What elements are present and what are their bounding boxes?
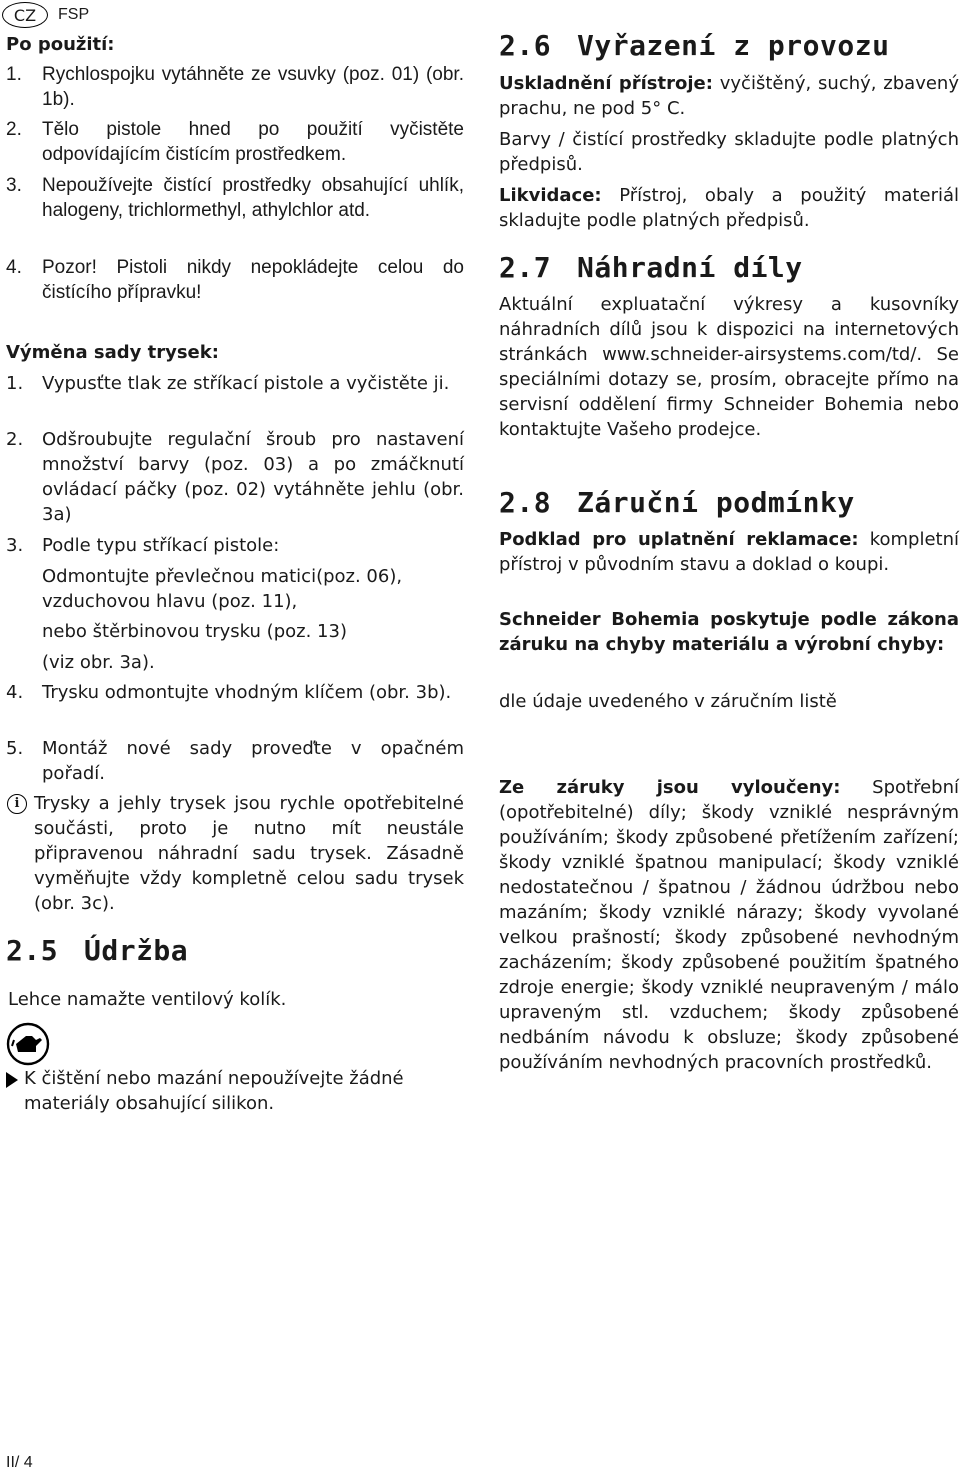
info-icon: i xyxy=(7,794,27,814)
spare-parts-paragraph: Aktuální expluatační výkresy a kusovníky náhradních dílů jsou k dispozici na internetových stránkách www.schneider-airsystems.com/td/. Se speciálními dotazy se, prosím, obracejte přímo na servisní oddělení firmy Schneider Bohemia nebo kontaktujte Vašeho prodejce. xyxy=(499,294,959,440)
list-item: 4. Pozor! Pistoli nikdy nepokládejte celou do čistícího přípravku! xyxy=(6,257,464,303)
list-item: 1. Rychlospojku vytáhněte ze vsuvky (poz. 01) (obr. 1b). xyxy=(6,64,464,110)
after-use-heading: Po použití: xyxy=(6,34,115,55)
list-item: 2. Odšroubujte regulační šroub pro nastavení množství barvy (poz. 03) a po zmáčknutí ovládací páčky (poz. 02) vytáhněte jehlu (obr. 3a) xyxy=(6,429,464,525)
section-heading-2-6: 2.6 Vyřazení z provozu xyxy=(499,29,890,62)
warranty-period: dle údaje uvedeného v záručním listě xyxy=(499,691,837,712)
sub-instruction: (viz obr. 3a). xyxy=(42,652,155,673)
disposal-paragraph: Likvidace: Přístroj, obaly a použitý materiál skladujte podle platných předpisů. xyxy=(499,185,959,231)
storage-paragraph: Uskladnění přístroje: vyčištěný, suchý, zbavený prachu, ne pod 5° C. xyxy=(499,73,959,119)
exclusions-paragraph: Ze záruky jsou vyloučeny: Spotřební (opotřebitelné) díly; škody vzniklé nesprávným používáním; škody způsobené přetížením zařízení; škody vzniklé špatnou manipulací; škody vzniklé nedostatečnou / špatnou / žádnou údržbou nebo mazáním; škody vzniklé nárazy; škody vyvolané velkou prašností; škody způsobené nevhodným zacházením; škody způsobené použitím špatného zdroje energie; škody vzniklé neupraveným / málo upraveným stl. vzduchem; škody způsobené nedbáním návodu k obsluze; škody způsobené používáním nevhodných pracovních prostředků. xyxy=(499,777,959,1073)
section-heading-2-5: 2.5 Údržba xyxy=(6,934,189,967)
product-code: FSP xyxy=(58,6,90,23)
list-item: 1. Vypusťte tlak ze stříkací pistole a vyčistěte ji. xyxy=(6,373,450,394)
warranty-statement: Schneider Bohemia poskytuje podle zákona záruku na chyby materiálu a výrobní chyby: xyxy=(499,609,959,655)
nozzle-change-heading: Výměna sady trysek: xyxy=(6,342,219,363)
list-item: 3. Podle typu stříkací pistole: xyxy=(6,535,280,556)
info-note: Trysky a jehly trysek jsou rychle opotřebitelné součásti, proto je nutno mít neustále připravenou náhradní sadu trysek. Zásadně vyměňujte vždy kompletně celou sadu trysek (obr. 3c). xyxy=(34,793,464,914)
sub-instruction: nebo štěrbinovou trysku (poz. 13) xyxy=(42,621,347,642)
silicone-warning: K čištění nebo mazání nepoužívejte žádné materiály obsahující silikon. xyxy=(24,1068,404,1114)
sub-instruction: Odmontujte převlečnou matici(poz. 06), xyxy=(42,566,403,587)
page-header xyxy=(2,2,89,28)
list-item: 2. Tělo pistole hned po použití vyčistěte odpovídajícím čistícím prostředkem. xyxy=(6,119,464,165)
warning-arrow-icon xyxy=(6,1072,18,1088)
sub-instruction: vzduchovou hlavu (poz. 11), xyxy=(42,591,298,612)
maintenance-text: Lehce namažte ventilový kolík. xyxy=(8,989,287,1010)
section-heading-2-8: 2.8 Záruční podmínky xyxy=(499,486,855,519)
paints-paragraph: Barvy / čistící prostředky skladujte podle platných předpisů. xyxy=(499,129,959,175)
list-item: 4. Trysku odmontujte vhodným klíčem (obr. 3b). xyxy=(6,682,452,703)
oil-can-icon xyxy=(6,1022,50,1066)
language-badge: CZ xyxy=(2,2,48,28)
section-heading-2-7: 2.7 Náhradní díly xyxy=(499,251,803,284)
list-item: 5. Montáž nové sady proveďte v opačném pořadí. xyxy=(6,738,464,784)
page-number: II/ 4 xyxy=(6,1454,33,1471)
list-item: 3. Nepoužívejte čistící prostředky obsahující uhlík, halogeny, trichlormethyl, athylchlor atd. xyxy=(6,175,464,221)
claim-paragraph: Podklad pro uplatnění reklamace: kompletní přístroj v původním stavu a doklad o koupi. xyxy=(499,529,959,575)
